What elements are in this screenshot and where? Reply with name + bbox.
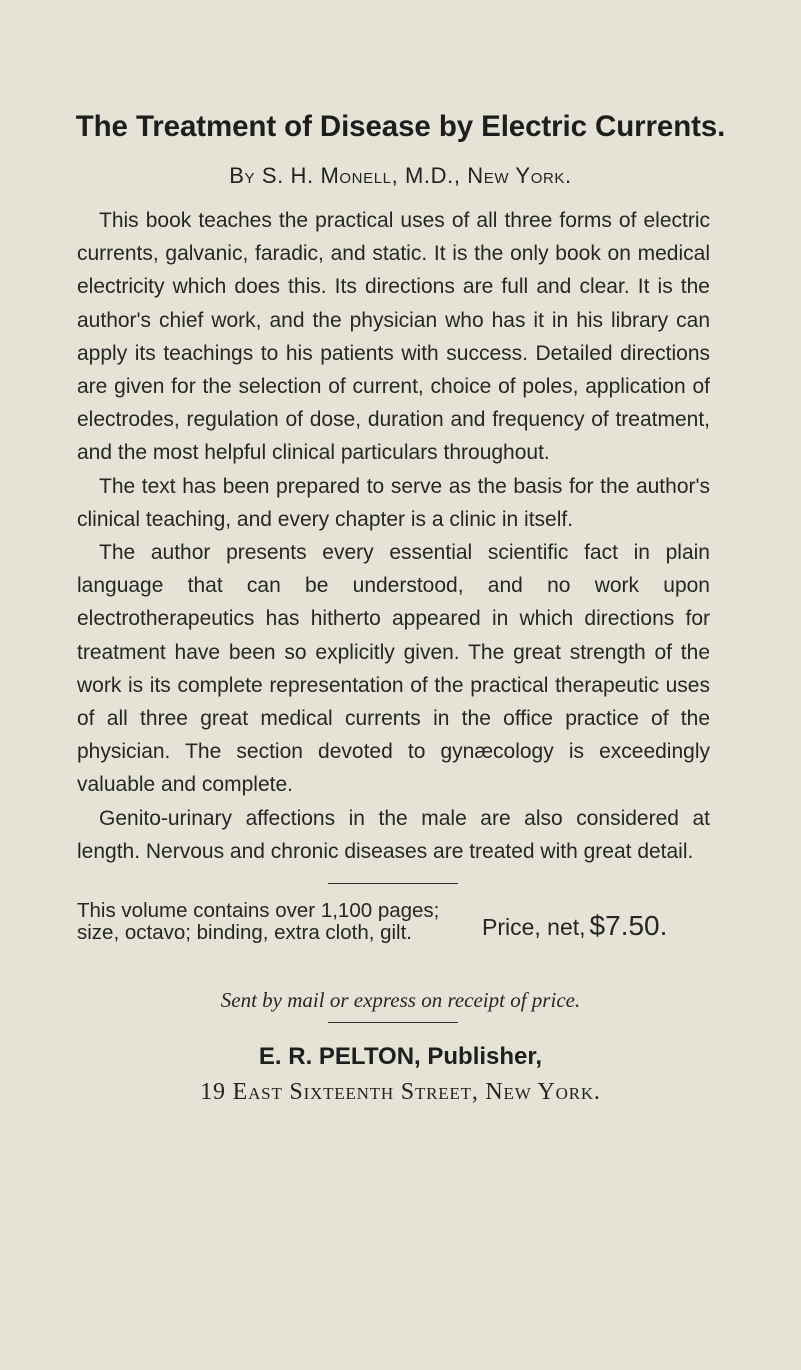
volume-description — [77, 900, 439, 944]
publisher-name: E. R. PELTON, Publisher, — [258, 1043, 543, 1070]
price-label: Price, net, — [482, 914, 586, 940]
volume-binding-line: size, octavo; binding, extra cloth, gilt. — [77, 921, 413, 944]
description-body — [77, 204, 710, 868]
shipping-note: Sent by mail or express on receipt of price. — [220, 988, 581, 1012]
description-paragraph: This book teaches the practical uses of all three forms of electric currents, galvanic, faradic, and static. It is the only book on medical electricity which does this. Its directions are full and clear. It is the author's chief work, and the physician who has it in his library can apply its teachings to his patients with success. Detailed directions are given for the selection of current, choice of poles, application of electrodes, regulation of dose, duration and frequency of treatment, and the most helpful clinical particulars throughout. — [77, 209, 710, 465]
description-paragraph: The author presents every essential scientific fact in plain language that can be understood, and no work upon electrotherapeutics has hitherto appeared in which directions for treatment have been so explicitly given. The great strength of the work is its complete representation of the practical therapeutic uses of all three great medical currents in the office practice of the physician. The section devoted to gynæcology is exceedingly valuable and complete. — [77, 541, 710, 797]
divider-rule — [328, 1022, 458, 1023]
publisher-address: 19 East Sixteenth Street, New York. — [200, 1079, 601, 1105]
volume-pages-line: This volume contains over 1,100 pages; — [77, 899, 440, 922]
volume-details — [77, 900, 717, 960]
price — [482, 910, 667, 942]
author-byline: By S. H. Monell, M.D., New York. — [229, 163, 572, 188]
description-paragraph: Genito-urinary affections in the male are also considered at length. Nervous and chronic diseases are treated with great detail. — [77, 806, 710, 863]
description-paragraph: The text has been prepared to serve as the basis for the author's clinical teaching, and every chapter is a clinic in itself. — [77, 474, 710, 531]
divider-rule — [328, 883, 458, 884]
book-title: The Treatment of Disease by Electric Currents. — [75, 110, 726, 143]
price-value: $7.50. — [589, 910, 668, 941]
